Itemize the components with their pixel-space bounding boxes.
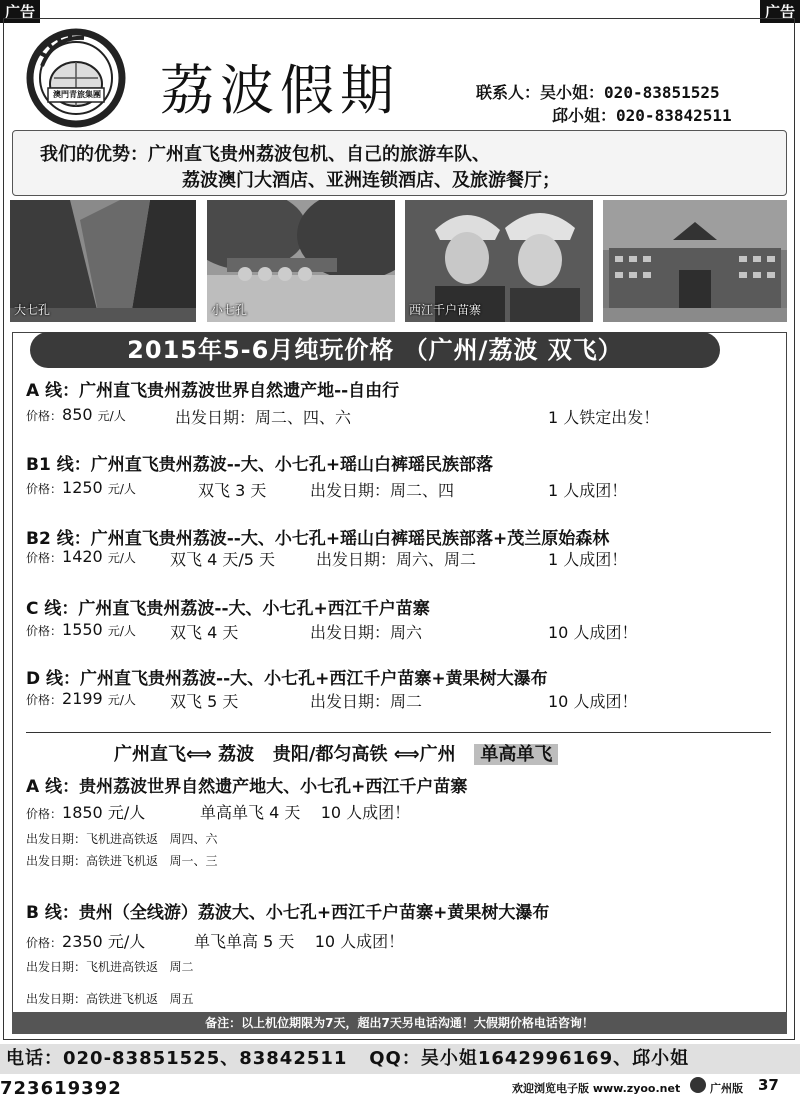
contact-line-2: 邱小姐：020-83842511 — [552, 106, 732, 125]
logo-text: 澳門青旅集團 — [53, 90, 101, 99]
route-detail: 价格：1420 元/人 — [26, 547, 136, 566]
bottom-welcome: 欢迎浏览电子版 www.zyoo.net — [512, 1082, 681, 1095]
ad-label-right: 广告 — [760, 0, 800, 23]
qq-label: QQ： — [369, 1048, 421, 1069]
contact-label: 联系人： — [476, 83, 541, 102]
route-duration: 双飞 4 天 — [170, 623, 239, 642]
double-arrow-icon: ⟺ — [186, 744, 212, 765]
footer-phones[interactable]: 020-83851525、83842511 — [63, 1048, 348, 1069]
route-date-row: 出发日期：高铁进飞机返 周五 — [26, 992, 194, 1006]
route-duration: 双飞 3 天 — [198, 481, 267, 500]
route-duration: 双飞 4 天/5 天 — [170, 550, 276, 569]
route-duration: 单高单飞 4 天 10 人成团！ — [200, 803, 411, 822]
globe-laurel-icon — [24, 26, 128, 130]
brand-title: 荔波假期 — [160, 59, 400, 122]
route-group: 1 人铁定出发！ — [548, 408, 660, 427]
double-arrow-icon: ⟺ — [393, 744, 420, 765]
route-dates: 出发日期：周二、四 — [310, 481, 455, 500]
ad-label-left: 广告 — [0, 0, 40, 23]
photo-xiaoqikong — [207, 200, 395, 322]
photo-xijiang — [405, 200, 593, 322]
route-group: 10 人成团！ — [548, 692, 638, 711]
contact-phone[interactable]: 020-83842511 — [616, 106, 732, 125]
route-date-row: 出发日期：飞机进高铁返 周四、六 — [26, 832, 218, 846]
route-dates: 出发日期：周二、四、六 — [175, 408, 352, 427]
route-group: 10 人成团！ — [548, 623, 638, 642]
route-group: 1 人成团！ — [548, 550, 628, 569]
edition-label: 广州版 — [710, 1082, 743, 1095]
contact-name: 邱小姐 — [552, 106, 601, 125]
site-link[interactable]: www.zyoo.net — [592, 1082, 681, 1095]
advantages-line-1: 我们的优势：广州直飞贵州荔波包机、自己的旅游车队、 — [40, 144, 490, 165]
route-dates: 出发日期：周六 — [310, 623, 423, 642]
route-detail: 价格：850 元/人 — [26, 405, 126, 424]
route-title: B1 线：广州直飞贵州荔波--大、小七孔+瑶山白裤瑶民族部落 — [26, 455, 494, 475]
route-detail: 价格：1850 元/人 — [26, 803, 146, 822]
route-title: B 线：贵州（全线游）荔波大、小七孔+西江千户苗寨+黄果树大瀑布 — [26, 903, 550, 923]
contact-phone[interactable]: 020-83851525 — [604, 83, 720, 102]
route-detail: 价格：2199 元/人 — [26, 689, 136, 708]
rail-heading: 广州直飞⟺ 荔波 贵阳/都匀高铁 ⟺广州 单高单飞 — [114, 740, 558, 766]
route-detail: 价格：2350 元/人 — [26, 932, 146, 951]
route-title: A 线：贵州荔波世界自然遗产地大、小七孔+西江千户苗寨 — [26, 777, 468, 797]
route-duration: 双飞 5 天 — [170, 692, 239, 711]
route-title: C 线：广州直飞贵州荔波--大、小七孔+西江千户苗寨 — [26, 599, 430, 619]
contact-name: 吴小姐 — [540, 83, 589, 102]
photo-caption: 大七孔 — [14, 303, 51, 317]
route-group: 1 人成团！ — [548, 481, 628, 500]
route-detail: 价格：1250 元/人 — [26, 478, 136, 497]
route-date-row: 出发日期：飞机进高铁返 周二 — [26, 960, 194, 974]
rail-tag: 单高单飞 — [474, 744, 558, 765]
route-title: B2 线：广州直飞贵州荔波--大、小七孔+瑶山白裤瑶民族部落+茂兰原始森林 — [26, 529, 610, 549]
edition-badge-icon — [690, 1077, 706, 1093]
photo-caption: 小七孔 — [211, 303, 248, 317]
phone-label: 电话： — [6, 1048, 63, 1069]
route-duration: 单飞单高 5 天 10 人成团！ — [194, 932, 405, 951]
section-divider — [26, 732, 771, 733]
photo-dakongkong — [10, 200, 196, 322]
route-date-row: 出发日期：高铁进飞机返 周一、三 — [26, 854, 218, 868]
contact-line-1: 联系人：吴小姐：020-83851525 — [476, 83, 720, 102]
advantages-line-2: 荔波澳门大酒店、亚洲连锁酒店、及旅游餐厅； — [182, 170, 560, 191]
route-title: D 线：广州直飞贵州荔波--大、小七孔+西江千户苗寨+黄果树大瀑布 — [26, 669, 548, 689]
photo-hotel — [603, 200, 787, 322]
page-number: 37 — [758, 1076, 779, 1094]
route-detail: 价格：1550 元/人 — [26, 620, 136, 639]
photo-caption: 西江千户苗寨 — [409, 303, 482, 317]
footer-qq[interactable]: 吴小姐1642996169、邱小姐723619392 — [0, 1048, 690, 1099]
hotel-photo-icon — [603, 200, 787, 322]
note-bar: 备注：以上机位期限为7天，超出7天另电话沟通！大假期价格电话咨询！ — [12, 1012, 787, 1034]
route-title: A 线：广州直飞贵州荔波世界自然遗产地--自由行 — [26, 381, 400, 401]
route-dates: 出发日期：周六、周二 — [316, 550, 477, 569]
price-banner: 2015年5-6月纯玩价格 （广州/荔波 双飞） — [30, 332, 720, 368]
route-dates: 出发日期：周二 — [310, 692, 423, 711]
company-logo — [24, 26, 128, 130]
